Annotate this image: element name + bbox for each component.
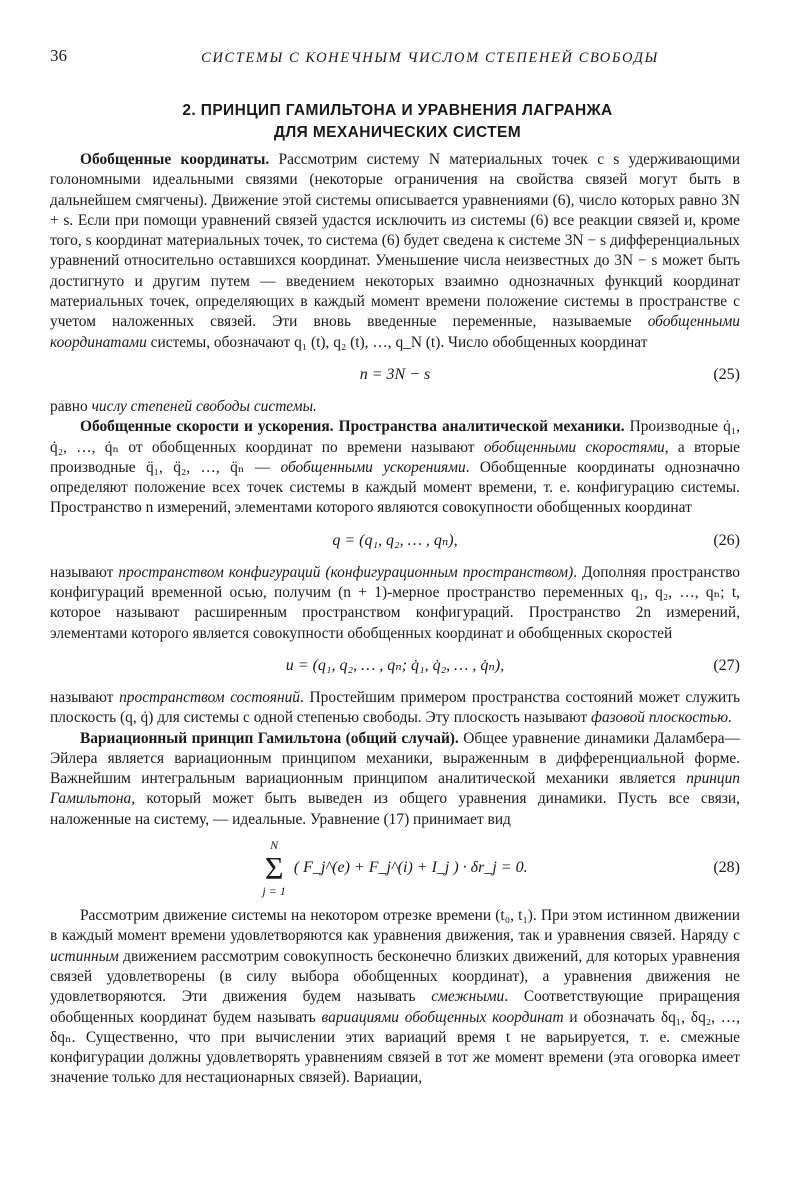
run-in-heading: Обобщенные скорости и ускорения. Пространства аналитической механики.: [80, 418, 625, 436]
paragraph-text: движением рассмотрим совокупность бесконечно близких движений, для которых уравнения связей удовлетворены (в силу выбора обобщенных координат), а уравнения движения не удовлетворяются. Эти движения будем называть: [50, 947, 740, 1006]
paragraph-text: . Соответствующие приращения обобщенных координат будем называть: [50, 988, 741, 1026]
sum-upper-limit: N: [270, 838, 279, 853]
italic-term: вариациями обобщенных координат: [321, 1008, 564, 1026]
italic-term: числу степеней свободы системы.: [91, 397, 317, 415]
page-header: [50, 46, 740, 70]
sum-lower-limit: j = 1: [262, 884, 286, 899]
italic-term: обобщенными скоростями: [483, 438, 665, 456]
paragraph-text: Общее уравнение динамики Даламбера—Эйлера является вариационным принципом механики, выраженным в дифференциальной форме. Важнейшим интегральным вариационным принципом аналитической механики является: [50, 729, 741, 788]
italic-term: истинным: [50, 947, 119, 965]
equation-number: (25): [713, 365, 740, 383]
paragraph-text: Рассмотрим систему N материальных точек с s удерживающими голономными идеальными связями (некоторые ограничения на свойства связей могут быть в дальнейшем смягчены). Движение этой системы описывается уравнениями (6), число которых равно 3N + s. Если при помощи уравнений связей удастся исключить из системы (6) все реакции связей и, кроме того, s координат материальных точек, то система (6) будет сведена к системе 3N − s дифференциальных уравнений относительно оставшихся координат. Уменьшение числа неизвестных до 3N − s может быть достигнуто и другим путем — введением некоторых взаимно однозначных функций координат материальных точек, определяющих в каждый момент времени положение системы в пространстве с учетом наложенных связей. Эти вновь введенные переменные, называемые: [50, 151, 741, 331]
paragraph-configuration-space: [50, 563, 740, 644]
paragraph-text: , который может быть выведен из общего уравнения динамики. Пусть все связи, наложенные на систему, — идеальные. Уравнение (17) принимает вид: [50, 790, 740, 828]
summation: [262, 837, 285, 899]
run-in-heading: Обобщенные координаты.: [80, 151, 270, 168]
running-title: СИСТЕМЫ С КОНЕЧНЫМ ЧИСЛОМ СТЕПЕНЕЙ СВОБОДЫ: [201, 50, 659, 66]
paragraph-text: , а вторые производные q̈₁, q̈₂, …, q̈ₙ —: [50, 438, 740, 476]
page-number: 36: [50, 46, 67, 65]
sigma-symbol: Σ: [264, 850, 284, 887]
paragraph-text: называют: [50, 563, 119, 581]
italic-term: принцип Гамильтона: [50, 770, 740, 808]
equation-25: [50, 353, 740, 397]
paragraph-text: и обозначать δq₁, δq₂, …, δqₙ. Существенно, что при вычислении этих вариаций время t не варьируется, т. е. смежные конфигурации должны удовлетворять уравнениям связей в тот же момент времени (эта оговорка имеет значение только для нестационарных связей). Вариации,: [50, 1008, 740, 1087]
equation-formula: ( F_j^(e) + F_j^(i) + I_j ) · δr_j = 0.: [293, 858, 528, 876]
italic-term: смежными: [431, 988, 505, 1006]
paragraph-text: равно: [50, 397, 92, 415]
equation-number: (26): [713, 531, 740, 549]
equation-formula: q = (q₁, q₂, … , qₙ),: [332, 531, 458, 549]
paragraph-text: системы, обозначают q₁ (t), q₂ (t), …, q_N (t). Число обобщенных координат: [146, 333, 648, 351]
equation-27: [50, 644, 740, 688]
paragraph-state-space: [50, 688, 740, 729]
italic-term: пространством конфигураций (конфигурационным пространством): [118, 563, 574, 581]
paragraph-variations: [50, 906, 740, 1089]
equation-28: [50, 830, 740, 906]
run-in-heading: Вариационный принцип Гамильтона (общий случай).: [80, 729, 459, 747]
paragraph-generalized-coordinates: [50, 150, 740, 353]
paragraph-velocities-accelerations: [50, 417, 740, 518]
paragraph-text: . Дополняя пространство конфигураций временной осью, получим (n + 1)-мерное пространство переменных q₁, q₂, …, qₙ; t, которое называют расширенным пространством конфигураций. Пространство 2n измерений, элементами которого является совокупности обобщенных координат и обобщенных скоростей: [50, 563, 740, 642]
equation-formula: n = 3N − s: [359, 365, 431, 383]
equation-number: (28): [713, 858, 740, 876]
equation-26: [50, 519, 740, 563]
paragraph-degrees-of-freedom: [50, 397, 740, 417]
paragraph-text: . Обобщенные координаты однозначно определяют положение всех точек системы в каждый момент времени, т. е. конфигурацию системы. Пространство n измерений, элементами которого являются совокупности обобщенных координат: [50, 458, 741, 517]
paragraph-text: Производные q̇₁, q̇₂, …, q̇ₙ от обобщенных координат по времени называют: [50, 418, 740, 456]
section-title-line-2: ДЛЯ МЕХАНИЧЕСКИХ СИСТЕМ: [273, 124, 522, 141]
paragraph-text: называют: [50, 688, 120, 706]
paragraph-text: Рассмотрим движение системы на некотором отрезке времени (t₀, t₁). При этом истинном движении в каждый момент времени удовлетворяются как уравнения движения, так и уравнения связей. Наряду с: [50, 907, 740, 945]
equation-number: (27): [713, 656, 740, 674]
equation-formula: u = (q₁, q₂, … , qₙ; q̇₁, q̇₂, … , q̇ₙ),: [285, 656, 505, 674]
paragraph-text: . Простейшим примером пространства состояний может служить плоскость (q, q̇) для системы с одной степенью свободы. Эту плоскость называют: [50, 688, 740, 727]
paragraph-hamilton-principle: [50, 729, 740, 830]
italic-term: пространством состояний: [119, 688, 300, 706]
section-title: [60, 100, 735, 144]
italic-term: обобщенными координатами: [50, 313, 740, 351]
italic-term: обобщенными ускорениями: [280, 458, 466, 476]
section-title-line-1: 2. ПРИНЦИП ГАМИЛЬТОНА И УРАВНЕНИЯ ЛАГРАНЖА: [182, 102, 613, 119]
page-body: [50, 150, 740, 1089]
italic-term: фазовой плоскостью.: [591, 709, 732, 727]
